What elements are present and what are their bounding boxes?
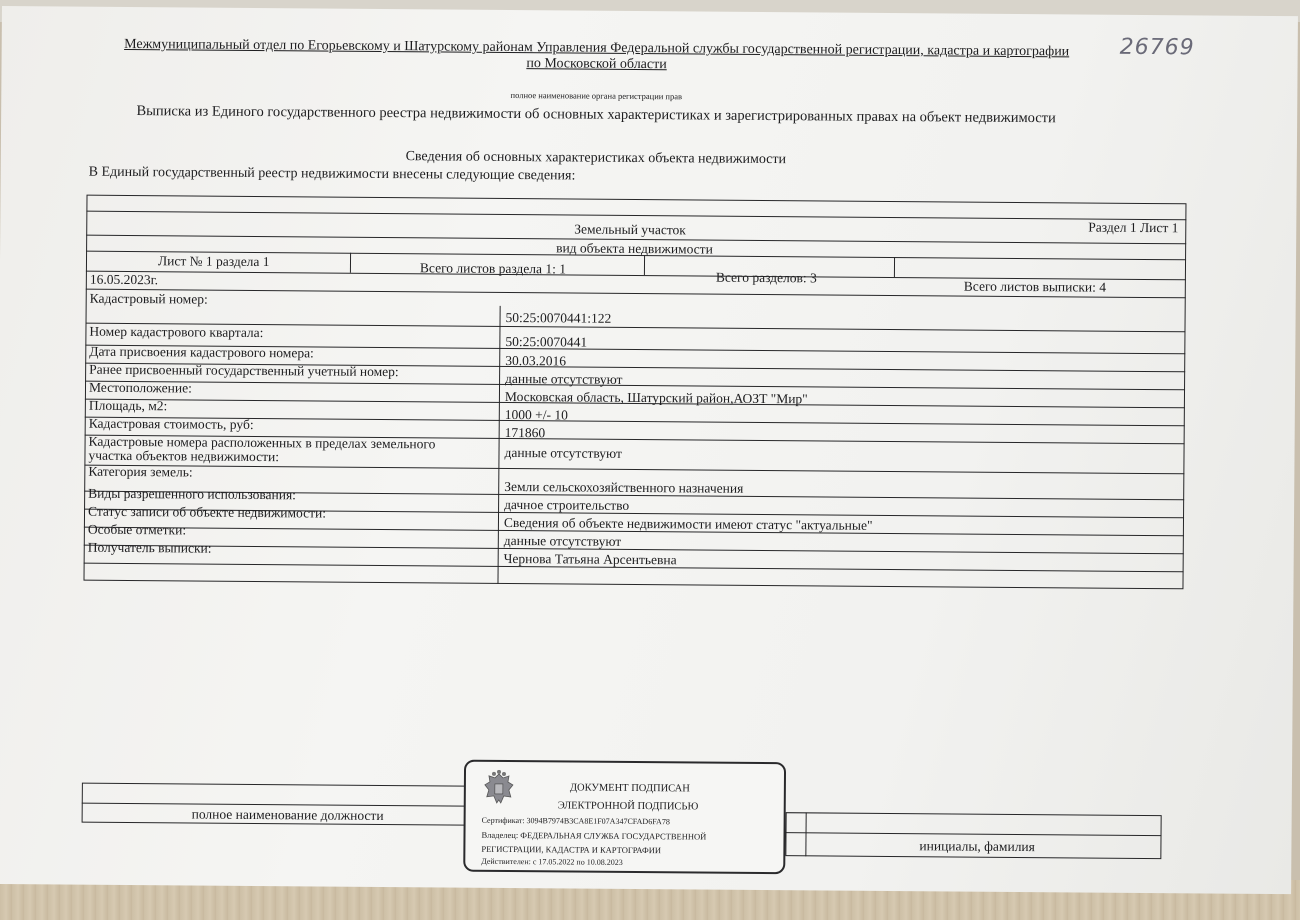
section-count: Всего разделов: 3 (715, 269, 817, 286)
row-value: Московская область, Шатурский район,АОЗТ "Мир" (504, 388, 808, 407)
row-label: Ранее присвоенный государственный учетный номер: (89, 361, 399, 380)
extract-sheet-count: Всего листов выписки: 4 (963, 278, 1107, 295)
handwritten-ref-number: 26769 (1119, 34, 1195, 61)
table-divider (894, 257, 895, 277)
row-value: 171860 (504, 424, 546, 441)
stamp-subtitle: ЭЛЕКТРОННОЙ ПОДПИСЬЮ (557, 800, 699, 813)
position-caption: полное наименование должности (191, 806, 384, 824)
row-label: Виды разрешенного использования: (88, 485, 297, 503)
sheet-number: Лист № 1 раздела 1 (157, 253, 270, 270)
stamp-validity: Действителен: с 17.05.2022 по 10.08.2023 (481, 856, 623, 867)
row-value: 1000 +/- 10 (504, 406, 568, 423)
row-label: Местоположение: (88, 379, 192, 396)
row-label: Статус записи об объекте недвижимости: (87, 503, 327, 521)
object-type-caption: вид объекта недвижимости (556, 240, 713, 257)
table-divider (350, 253, 351, 273)
row-value: Чернова Татьяна Арсентьевна (503, 550, 677, 568)
extract-date: 16.05.2023г. (89, 271, 159, 288)
row-value: данные отсутствуют (505, 370, 623, 387)
object-type: Земельный участок (574, 221, 686, 238)
electronic-signature-stamp (463, 760, 786, 875)
registry-organization (82, 37, 1112, 77)
section-sheet-count: Всего листов раздела 1: 1 (419, 260, 567, 277)
organization-caption: полное наименование органа регистрации прав (510, 89, 683, 102)
cadastral-number-label: Кадастровый номер: (89, 290, 208, 307)
organization-line-2: по Московской области (526, 56, 667, 73)
row-label: Кадастровая стоимость, руб: (88, 415, 254, 432)
row-value: данные отсутствуют (503, 532, 622, 549)
row-value: дачное строительство (504, 496, 630, 513)
coat-of-arms-icon (482, 770, 516, 810)
row-label: Категория земель: (88, 463, 193, 480)
document-title: Выписка из Единого государственного реестра недвижимости об основных характеристиках и зарегистрированных правах на объект недвижимости (136, 103, 1056, 127)
stamp-title: ДОКУМЕНТ ПОДПИСАН (569, 782, 690, 795)
organization-line-1: Межмуниципальный отдел по Егорьевскому и Шатурскому районам Управления Федеральной службы государственной регистрации, кадастра и картографии (124, 36, 1070, 60)
row-label: Кадастровые номера расположенных в пределах земельного (88, 433, 436, 452)
document-sheet (0, 6, 1298, 894)
row-label: Дата присвоения кадастрового номера: (89, 343, 314, 361)
row-value: Земли сельскохозяйственного назначения (504, 478, 744, 496)
cadastral-number-value: 50:25:0070441:122 (505, 309, 612, 326)
row-label: Площадь, м2: (88, 397, 168, 414)
stamp-owner-continued: РЕГИСТРАЦИИ, КАДАСТРА И КАРТОГРАФИИ (481, 843, 662, 856)
document-intro: В Единый государственный реестр недвижимости внесены следующие сведения: (88, 164, 576, 184)
row-value: данные отсутствуют (504, 444, 622, 461)
row-value: 30.03.2016 (505, 352, 567, 369)
row-label: Получатель выписки: (87, 539, 212, 556)
row-value: 50:25:0070441 (505, 333, 588, 350)
stamp-owner: Владелец: ФЕДЕРАЛЬНАЯ СЛУЖБА ГОСУДАРСТВЕННОЙ (481, 829, 707, 842)
section-label: Раздел 1 Лист 1 (1088, 219, 1179, 236)
row-label-continued: участка объектов недвижимости: (88, 447, 280, 465)
document-subtitle: Сведения об основных характеристиках объекта недвижимости (405, 149, 787, 168)
table-divider (644, 255, 645, 275)
name-caption: инициалы, фамилия (919, 838, 1035, 855)
stamp-certificate: Сертификат: 3094B7974B3CA8E1F07A347CFAD6FA78 (481, 815, 670, 827)
row-value: Сведения об объекте недвижимости имеют статус "актуальные" (503, 514, 873, 533)
row-label: Особые отметки: (87, 521, 187, 538)
row-label: Номер кадастрового квартала: (89, 323, 264, 341)
